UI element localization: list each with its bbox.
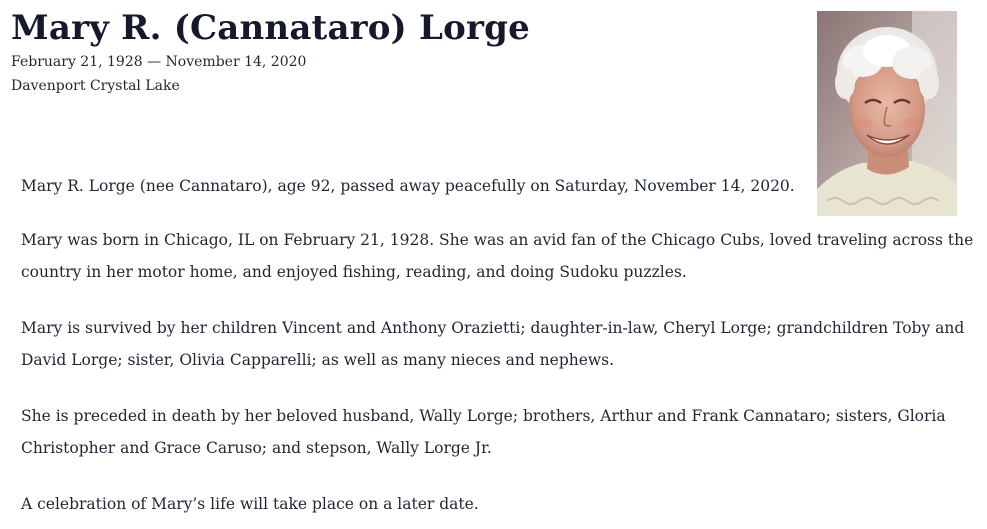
obituary-paragraph: Mary was born in Chicago, IL on February 21, 1928. She was an avid fan of the Chicago Cubs, loved traveling across the country in her motor home, and enjoyed fishing, reading, and doing Sudoku puzzles. [21, 231, 974, 281]
obituary-paragraph: A celebration of Mary’s life will take place on a later date. [21, 495, 479, 513]
obituary-text [21, 170, 981, 529]
obituary-paragraph: She is preceded in death by her beloved husband, Wally Lorge; brothers, Arthur and Frank Cannataro; sisters, Gloria Christopher and Grace Caruso; and stepson, Wally Lorge Jr. [21, 407, 946, 457]
obituary-paragraph: Mary R. Lorge (nee Cannataro), age 92, passed away peacefully on Saturday, November 14, 2020. [21, 177, 795, 195]
obituary-paragraph: Mary is survived by her children Vincent and Anthony Orazietti; daughter-in-law, Cheryl Lorge; grandchildren Toby and David Lorge; sister, Olivia Capparelli; as well as many nieces and nephews. [21, 319, 965, 369]
location: Davenport Crystal Lake [11, 78, 180, 94]
deceased-name: Mary R. (Cannataro) Lorge [11, 8, 530, 48]
life-dates: February 21, 1928 — November 14, 2020 [11, 54, 307, 70]
